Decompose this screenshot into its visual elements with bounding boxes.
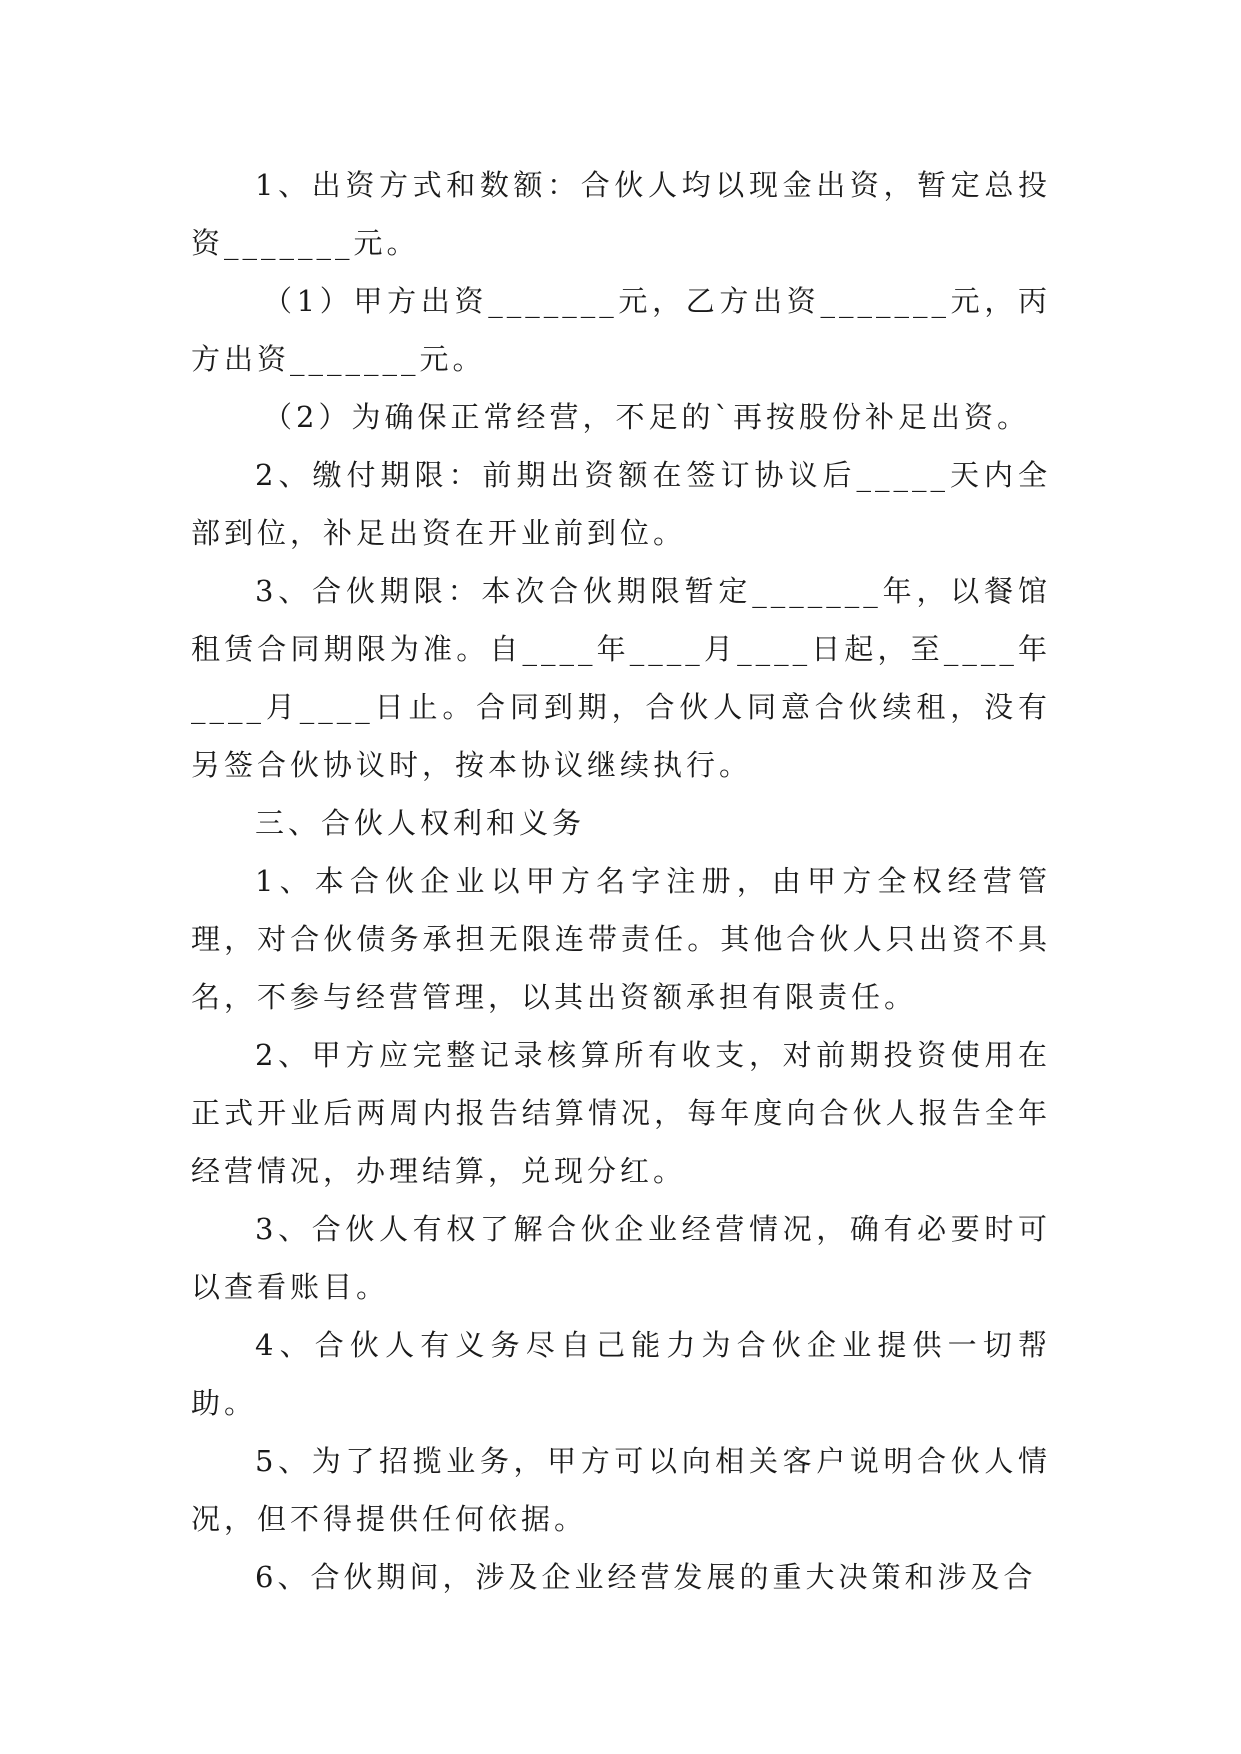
paragraph-partnership-term: 3、合伙期限：本次合伙期限暂定_______年，以餐馆租赁合同期限为准。自____年____月____日起，至____年____月____日止。合同到期，合伙人同意合伙续租，没有另签合伙协议时，按本协议继续执行。: [191, 574, 1051, 782]
paragraph-capital-contribution: 1、出资方式和数额：合伙人均以现金出资，暂定总投资_______元。: [191, 168, 1051, 260]
paragraph-duty-to-assist: 4、合伙人有义务尽自己能力为合伙企业提供一切帮助。: [191, 1328, 1051, 1420]
paragraph-party-contributions: （1）甲方出资_______元，乙方出资_______元，丙方出资_______元。: [191, 284, 1051, 376]
paragraph-payment-deadline: 2、缴付期限：前期出资额在签订协议后_____天内全部到位，补足出资在开业前到位。: [191, 458, 1051, 550]
paragraph-supplementary-contribution: （2）为确保正常经营，不足的`再按股份补足出资。: [263, 400, 1030, 434]
paragraph-accounting-reporting: 2、甲方应完整记录核算所有收支，对前期投资使用在正式开业后两周内报告结算情况，每年度向合伙人报告全年经营情况，办理结算，兑现分红。: [191, 1038, 1051, 1188]
document-body: [191, 156, 1051, 1606]
paragraph-registration-management: 1、本合伙企业以甲方名字注册，由甲方全权经营管理，对合伙债务承担无限连带责任。其他合伙人只出资不具名，不参与经营管理，以其出资额承担有限责任。: [191, 864, 1051, 1014]
paragraph-business-solicitation: 5、为了招揽业务，甲方可以向相关客户说明合伙人情况，但不得提供任何依据。: [191, 1444, 1051, 1536]
section-heading-rights-obligations: 三、合伙人权利和义务: [255, 806, 586, 840]
paragraph-right-to-inspect: 3、合伙人有权了解合伙企业经营情况，确有必要时可以查看账目。: [191, 1212, 1051, 1304]
paragraph-major-decisions: 6、合伙期间，涉及企业经营发展的重大决策和涉及合: [255, 1560, 1037, 1594]
